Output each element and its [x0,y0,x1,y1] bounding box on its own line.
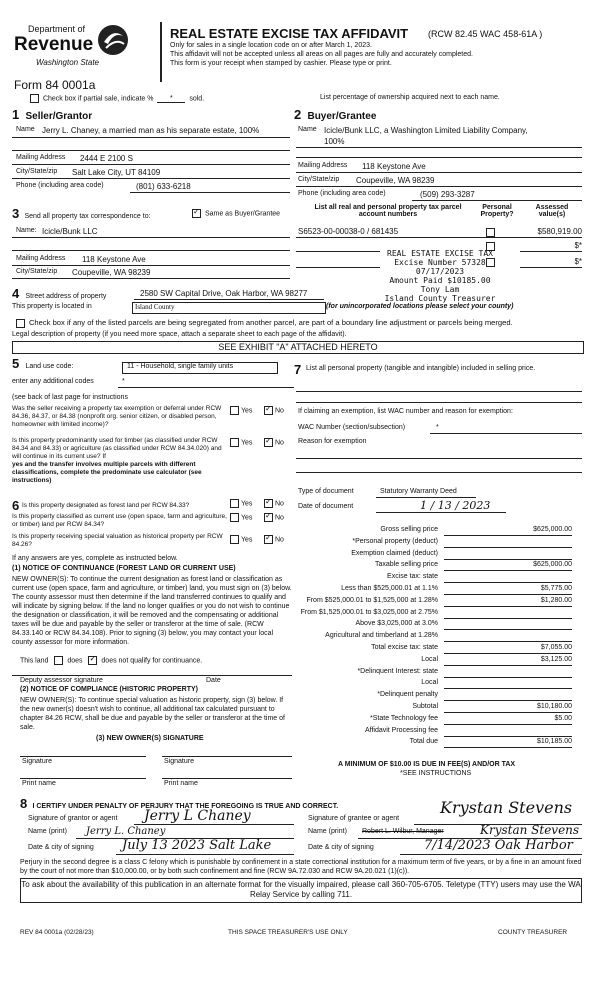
buyer-city-value[interactable]: Coupeville, WA 98239 [356,176,435,185]
no-label: No [275,514,284,522]
grantee-date-value[interactable]: 7/14/2023 Oak Harbor [424,838,573,853]
does-label: does [67,657,83,665]
section3-name-label: Name: [16,227,37,234]
section5-num: 5 [12,356,20,371]
partial-sold-label: sold. [189,95,205,103]
buyer-name-line2 [296,157,582,158]
seller-mailing-label: Mailing Address [16,154,66,161]
calc-row-label: Taxable selling price [374,561,438,569]
owner-sig-label2: Signature [164,758,194,765]
calc-row-label: *Delinquent penalty [377,691,438,699]
notice1-title: (1) NOTICE OF CONTINUANCE (FOREST LAND OR CURRENT USE) [12,565,236,572]
legal-description-box[interactable] [12,341,584,354]
reason-line1 [296,458,582,459]
parcel-assessed-value[interactable]: $580,919.00 [537,227,582,236]
doc-type-label: Type of document [298,488,354,495]
section6-q2-no[interactable] [264,513,284,522]
grantee-name-hand[interactable]: Krystan Stevens [480,823,580,837]
grantee-date-line [400,854,582,855]
alternate-format-text: To ask about the availability of this publication in an alternate format for the visually impaired, please call 360-705-6705. Teletype (TTY) users may use the WA Relay Service by calling 711. [21,880,581,899]
doc-type-line [376,497,476,498]
calc-row-label: Above $3,025,000 at 3.0% [355,620,438,628]
footer-county: COUNTY TREASURER [498,929,568,936]
section6-q3-yes[interactable] [230,535,252,544]
parcel-row3-line [520,267,582,268]
yes-label: Yes [241,439,253,447]
this-land-label: This land [20,657,49,665]
located-label: This property is located in [12,303,92,310]
section5-q1-yes[interactable] [230,406,252,415]
segregated-row [16,318,513,328]
form-title-ref: (RCW 82.45 WAC 458-61A ) [428,29,543,39]
section3-city-value[interactable]: Coupeville, WA 98239 [72,268,151,277]
buyer-name-line [296,147,582,148]
section3-mailing-value[interactable]: 118 Keystone Ave [82,255,146,264]
grantee-name-value[interactable]: Robert L. Wilbur, Manager [362,828,444,835]
grantee-date-label: Date & city of signing [308,844,374,851]
header-divider [160,22,162,82]
owner-print-label2: Print name [164,780,198,787]
deputy-label: Deputy assessor signature [20,677,103,684]
does-checkbox[interactable] [54,656,63,665]
logo-line1: Department of [28,24,86,34]
parcel-left-line2 [296,251,380,252]
calc-row-value[interactable] [444,727,572,737]
footer-treasurer-only: THIS SPACE TREASURER'S USE ONLY [228,929,348,936]
section5-q2-no[interactable] [264,438,284,447]
calc-row-value[interactable] [444,632,572,642]
seller-phone-value[interactable]: (801) 633-6218 [136,182,191,191]
if-yes-note: If any answers are yes, complete as instructed below. [12,555,178,562]
calc-row-label: Excise tax: state [387,573,438,581]
owner-print-line1 [20,778,146,779]
parcel-dollar-3[interactable]: $* [574,257,582,266]
section4-num: 4 [12,286,20,301]
seller-phone-line [130,192,290,193]
unincorporated-note: (for unincorporated locations please select your county) [326,303,514,310]
calc-row-value[interactable] [444,679,572,689]
seller-name-line [12,137,290,138]
calc-row-value[interactable] [444,573,572,583]
seller-name-label: Name [16,126,35,133]
partial-sale-label: Check box if partial sale, indicate % [42,95,154,103]
header-line2: This affidavit will not be accepted unless all areas on all pages are fully and accurately completed. [170,51,473,58]
calc-row-label: Total due [409,738,438,746]
treasurer-stamp [380,249,500,303]
section3-name-line [12,237,290,238]
yes-label: Yes [241,514,253,522]
calc-row-label: Gross selling price [380,526,438,533]
legal-exhibit: SEE EXHIBIT "A" ATTACHED HERETO [218,342,378,352]
see-instructions: *SEE INSTRUCTIONS [400,770,472,777]
alternate-format-box [20,878,582,903]
grantor-sig-label: Signature of grantor or agent [28,815,118,822]
calc-row-value[interactable] [444,609,572,619]
deputy-date-label: Date [206,677,221,684]
parcel-row1-line [296,237,582,238]
section7-heading [294,362,301,377]
section6-num: 6 [12,498,20,513]
buyer-mailing-label: Mailing Address [298,162,348,169]
section7-num: 7 [294,362,302,377]
calc-row-value[interactable]: $5.00 [444,715,572,725]
calc-row-label: Affidavit Processing fee [364,726,438,734]
section5-q2b: yes and the transfer involves multiple parcels with different classifications, complete the predominate use calculator (see instructions) [12,461,202,484]
section4-label: Street address of property [25,293,107,300]
section5-q2-yes[interactable] [230,438,252,447]
see-back-note: (see back of last page for instructions [12,394,128,401]
same-as-buyer-checkbox[interactable] [192,209,201,218]
calc-row-label: Total excise tax: state [371,644,438,651]
section4-address-line [134,299,324,300]
logo-swoosh-icon [96,24,130,56]
calc-row-value[interactable] [444,691,572,701]
section4-heading [12,286,106,301]
logo-line2: Revenue [14,34,94,55]
section3-name-value[interactable]: Icicle/Bunk LLC [42,227,98,236]
section4-address[interactable]: 2580 SW Capital Drive, Oak Harbor, WA 98277 [140,289,308,298]
partial-sale-checkbox[interactable] [30,94,39,103]
seller-mailing-line [12,164,290,165]
owner-sig-label1: Signature [22,758,52,765]
yes-label: Yes [241,500,253,508]
seller-name-line2 [12,150,290,151]
seller-city-value[interactable]: Salt Lake City, UT 84109 [72,168,161,177]
calc-row-value[interactable] [444,620,572,630]
buyer-name-value[interactable]: Icicle/Bunk LLC, a Washington Limited Liability Company, [324,126,528,135]
stamp-line5: Tony Lam [420,285,460,294]
buyer-name-value2[interactable]: 100% [324,137,345,146]
seller-title: Seller/Grantor [25,111,93,122]
logo-line3: Washington State [36,58,100,67]
notice1-body: NEW OWNER(S): To continue the current designation as forest land or classification as current use (open space, farm and agriculture, or timber) land, you must sign on (3) below. The county assessor must then determine if the land transferred continues to qualify and will indicate by signing below. If the land no longer qualifies or you do not wish to continue the designation or classification, it will be removed and the compensating or additional taxes will be due and payable by the seller or transferor at the time of sale. (RCW 84.33.140 or RCW 84.34.108). Prior to signing (3) below, you may contact your local county assessor for more information. [12,576,292,646]
section7-label: List all personal property (tangible and intangible) included in selling price. [306,365,536,372]
grantor-sig-line [134,824,294,825]
section3-heading [12,206,151,221]
form-title: REAL ESTATE EXCISE TAX AFFIDAVIT [170,26,409,41]
additional-codes-line [118,387,294,388]
buyer-num: 2 [294,107,302,122]
buyer-city-line [296,186,582,187]
section6-q3: Is this property receiving special valuation as historical property per RCW 84.26? [12,533,223,548]
calc-row-label: Local [421,655,438,663]
footer-rev: REV 84 0001a (02/28/23) [20,929,94,936]
seller-mailing-value[interactable]: 2444 E 2100 S [80,154,133,163]
calc-row-label: *State Technology fee [370,714,438,722]
ownership-note: List percentage of ownership acquired next to each name. [320,94,500,101]
additional-codes-star[interactable]: * [122,378,125,385]
parcel-dollar-2[interactable]: $* [574,241,582,250]
seller-heading [12,107,92,122]
section3-city-label: City/State/zip [16,268,58,275]
calc-row-label: From $525,000.01 to $1,525,000 at 1.28% [306,596,438,604]
section3-mailing-line [12,265,290,266]
land-use-select[interactable]: 11 - Household, single family units [122,362,278,374]
calc-row-value[interactable]: $625,000.00 [444,561,572,571]
calc-row-value[interactable] [444,538,572,548]
parcels-col2-header: Personal Property? [480,204,514,218]
calc-row-value[interactable]: $3,125.00 [444,656,572,666]
calc-row-label: Agricultural and timberland at 1.28% [325,632,438,640]
section5-q1: Was the seller receiving a property tax exemption or deferral under RCW 84.36, 84.37, or 84.38 (nonprofit org. senior citizen, or disabled person, homeowner with limited income)? [12,405,222,428]
calc-row-label: *Delinquent Interest: state [357,667,438,675]
partial-sale-row [30,94,204,103]
calc-row-label: Local [421,679,438,687]
deputy-line [12,675,292,676]
section7-line2 [296,402,582,403]
calc-row-value[interactable] [444,668,572,678]
parcel-value[interactable]: S6523-00-00038-0 / 681435 [298,227,399,236]
calc-row-value[interactable]: $10,180.00 [444,703,572,713]
calc-row-value[interactable]: $7,055.00 [444,644,572,654]
form-number: Form 84 0001a [14,78,96,92]
grantor-name-label: Name (print) [28,828,67,835]
reason-label: Reason for exemption [298,438,367,445]
owner-print-line2 [162,778,292,779]
buyer-phone-label: Phone (including area code) [298,190,386,197]
stamp-line4: Amount Paid $10185.00 [389,276,491,285]
doc-type-value[interactable]: Statutory Warranty Deed [380,488,457,495]
no-label: No [275,536,284,544]
section5-q1-no[interactable] [264,406,284,415]
doc-date-value[interactable]: 1 / 13 / 2023 [420,499,491,512]
land-use-label: Land use code: [25,363,74,370]
reason-line2 [296,472,582,473]
located-select[interactable]: Island County [132,302,326,314]
yes-label: Yes [241,536,253,544]
parcel-left-line3 [296,267,380,268]
header-line1: Only for sales in a single location code on or after March 1, 2023. [170,42,372,49]
does-not-qualify-checkbox[interactable] [88,656,97,665]
calc-row-value[interactable]: $1,280.00 [444,597,572,607]
grantee-name-label: Name (print) [308,828,347,835]
segregated-label: Check box if any of the listed parcels are being segregated from another parcel, are part of a boundary line adjustment or parcels being merged. [28,318,513,327]
buyer-heading [294,107,376,122]
seller-city-line [12,178,290,179]
stamp-line2: Excise Number 57328 [394,258,486,267]
wac-label: WAC Number (section/subsection) [298,424,406,431]
section6-q2-yes[interactable] [230,513,252,522]
same-as-buyer-label: Same as Buyer/Grantee [204,210,281,218]
does-not-qualify-label: does not qualify for continuance. [101,657,203,665]
calc-row-label: From $1,525,000.01 to $3,025,000 at 2.75% [300,608,438,616]
segregated-checkbox[interactable] [16,319,25,328]
legal-label: Legal description of property (if you need more space, attach a separate sheet to each page of the affidavit). [12,331,347,338]
buyer-title: Buyer/Grantee [307,111,377,122]
section8-num: 8 [20,796,28,811]
grantor-name-value[interactable]: Jerry L. Chaney [86,826,166,837]
grantor-date-line [116,854,294,855]
doc-date-label: Date of document [298,503,354,510]
stamp-line3: 07/17/2023 [415,267,465,276]
calc-row-value[interactable]: $10,185.00 [444,738,572,748]
section6-q1-no[interactable] [264,499,284,508]
buyer-mailing-value[interactable]: 118 Keystone Ave [362,162,426,171]
yes-label: Yes [241,407,253,415]
perjury-notice [20,858,582,876]
dor-logo [14,22,134,76]
same-as-buyer [192,209,280,218]
partial-sale-percent[interactable]: * [157,95,185,103]
no-label: No [275,439,284,447]
no-label: No [275,407,284,415]
buyer-phone-value[interactable]: (509) 293-3287 [420,190,475,199]
section6-q1: Is this property designated as forest land per RCW 84.33? [22,502,190,509]
section3-city-line [12,278,290,279]
doc-date-line [376,512,506,513]
parcels-col3-header: Assessed value(s) [535,204,569,218]
section3-label: Send all property tax correspondence to: [24,213,151,220]
header-line3: This form is your receipt when stamped by cashier. Please type or print. [170,60,392,67]
additional-codes-label: enter any additional codes [12,378,94,385]
stamp-line1: REAL ESTATE EXCISE TAX [387,249,493,258]
stamp-line6: Island County Treasurer [384,294,496,303]
notice2-title: (2) NOTICE OF COMPLIANCE (HISTORIC PROPERTY) [20,686,198,693]
seller-num: 1 [12,107,20,122]
section3-line2 [12,250,290,251]
grantee-signature[interactable]: Krystan Stevens [440,798,573,817]
owner-sig-line2 [162,756,292,757]
no-label: No [275,500,284,508]
buyer-mailing-line [296,172,582,173]
certify-statement: I CERTIFY UNDER PENALTY OF PERJURY THAT THE FOREGOING IS TRUE AND CORRECT. [32,803,339,810]
grantor-date-label: Date & city of signing [28,844,94,851]
wac-star[interactable]: * [436,424,439,431]
perjury-text: Perjury in the second degree is a class C felony which is punishable by confinement in a state correctional institution for a maximum term of five years, or by a fine in an amount fixed by the court of not more than $10,000.00, or by both such confinement and fine (RCW 9A.72.030 and RCW 9A.20.021 (1)(c)). [20,859,582,875]
seller-name-value[interactable]: Jerry L. Chaney, a married man as his separate estate, 100% [42,126,260,135]
section5-heading [12,356,73,371]
this-land-row [20,656,202,665]
calc-row-label: Exemption claimed (deduct) [351,549,438,557]
section3-num: 3 [12,206,20,221]
calc-row-value[interactable]: $625,000.00 [444,526,572,536]
calc-row-label: *Personal property (deduct) [352,537,438,545]
parcel-row2-line [520,251,582,252]
wac-line [430,433,582,434]
calc-row-value[interactable] [444,550,572,560]
section3-mailing-label: Mailing Address [16,255,66,262]
grantor-signature[interactable]: Jerry L Chaney [144,808,251,824]
notice3-title: (3) NEW OWNER(S) SIGNATURE [96,735,204,742]
buyer-phone-line [412,200,582,201]
owner-sig-line1 [20,756,146,757]
calc-row-label: Less than $525,000.01 at 1.1% [341,585,438,592]
section7-line1 [296,391,582,392]
seller-city-label: City/State/zip [16,168,58,175]
exemption-label: If claiming an exemption, list WAC number and reason for exemption: [298,408,513,415]
notice2-body: NEW OWNER(S): To continue special valuation as historic property, sign (3) below. If the new owner(s) doesn't wish to continue, all additional tax calculated pursuant to chapter 84.26 RCW, shall be due and payable by the seller or transferor at the time of sale. [20,697,285,731]
calc-row-label: Subtotal [412,703,438,710]
buyer-city-label: City/State/zip [298,176,340,183]
parcel-personal-checkbox[interactable] [486,228,497,237]
seller-phone-label: Phone (including area code) [16,182,104,189]
section6-q3-no[interactable] [264,535,284,544]
owner-print-label1: Print name [22,780,56,787]
section5-q2a: Is this property predominantly used for timber (as classified under RCW 84.34 and 84.33) or agriculture (as classified under RCW 84.34.020) and will continue in its current use? If [12,437,222,460]
buyer-name-label: Name [298,126,317,133]
section6-q1-yes[interactable] [230,499,252,508]
section6-q2: Is this property classified as current use (open space, farm and agriculture, or timber) land per RCW 84.34? [12,513,227,528]
grantee-sig-label: Signature of grantee or agent [308,815,400,822]
parcels-col1-header: List all real and personal property tax parcel account numbers [314,204,462,218]
grantor-date-value[interactable]: July 13 2023 Salt Lake [122,838,272,853]
calc-row-value[interactable]: $5,775.00 [444,585,572,595]
minimum-note: A MINIMUM OF $10.00 IS DUE IN FEE(S) AND/OR TAX [338,761,516,768]
